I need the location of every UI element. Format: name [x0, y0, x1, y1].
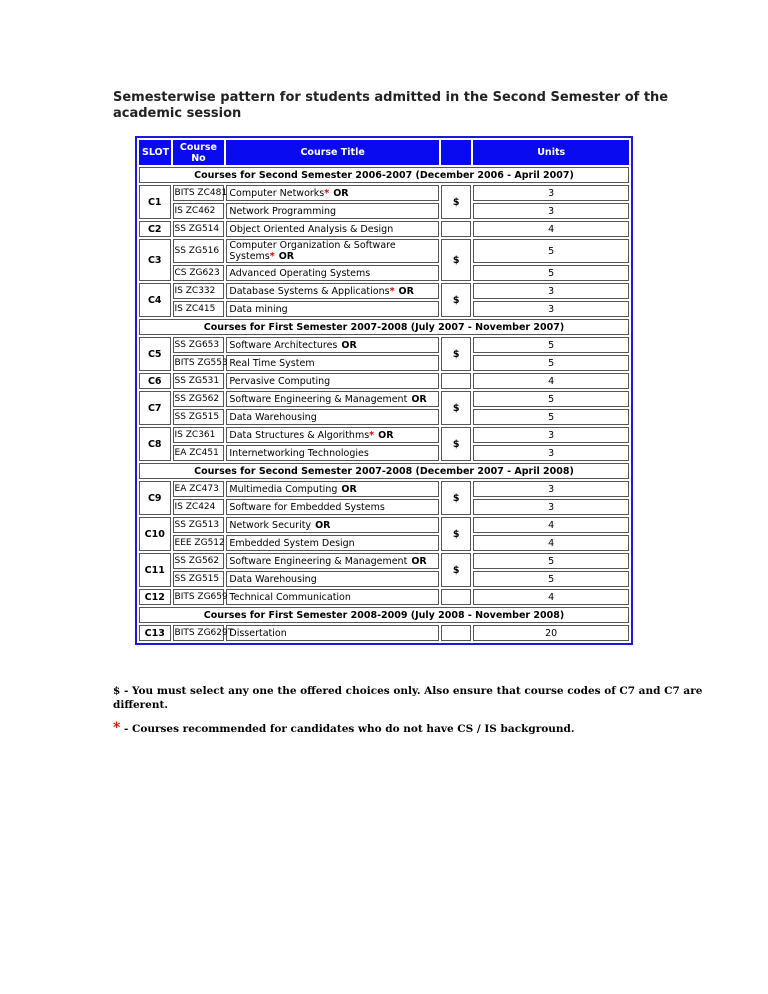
slot-cell: C1	[139, 185, 171, 219]
choice-marker-cell	[441, 373, 472, 389]
or-label: OR	[341, 339, 357, 351]
units-cell: 5	[473, 409, 629, 425]
choice-marker-cell: $	[441, 337, 472, 371]
slot-cell: C4	[139, 283, 171, 317]
course-title-cell	[226, 337, 439, 353]
course-title-text: Network Security	[229, 519, 312, 531]
units-cell: 3	[473, 283, 629, 299]
units-cell: 3	[473, 203, 629, 219]
table-row	[139, 589, 629, 605]
units-cell: 3	[473, 499, 629, 515]
star-note	[113, 721, 733, 736]
course-title-text: Software Architectures	[229, 339, 338, 351]
section-title: Courses for Second Semester 2007-2008 (December 2007 - April 2008)	[139, 463, 629, 479]
table-row	[139, 203, 629, 219]
or-label: OR	[341, 483, 357, 495]
units-cell: 4	[473, 221, 629, 237]
choice-marker-cell: $	[441, 283, 472, 317]
section-header-row	[139, 167, 629, 183]
units-cell: 5	[473, 337, 629, 353]
units-cell: 3	[473, 301, 629, 317]
slot-cell: C7	[139, 391, 171, 425]
course-code-cell: SS ZG515	[173, 571, 225, 587]
table-row	[139, 283, 629, 299]
or-label: OR	[398, 285, 414, 297]
section-title: Courses for Second Semester 2006-2007 (December 2006 - April 2007)	[139, 167, 629, 183]
course-code-cell: EEE ZG512	[173, 535, 225, 551]
course-title-text: Real Time System	[229, 357, 315, 369]
course-title-cell	[226, 185, 439, 201]
course-title-cell	[226, 355, 439, 371]
table-row	[139, 553, 629, 569]
course-code-cell: EA ZC451	[173, 445, 225, 461]
course-code-cell: SS ZG515	[173, 409, 225, 425]
table-row	[139, 355, 629, 371]
course-title-cell	[226, 283, 439, 299]
table-row	[139, 239, 629, 263]
table-row	[139, 221, 629, 237]
table-row	[139, 337, 629, 353]
course-code-cell: SS ZG513	[173, 517, 225, 533]
course-schedule-table	[135, 136, 633, 645]
section-title: Courses for First Semester 2008-2009 (July 2008 - November 2008)	[139, 607, 629, 623]
table-row	[139, 427, 629, 443]
course-title-text: Data mining	[229, 303, 288, 315]
slot-cell: C8	[139, 427, 171, 461]
units-cell: 5	[473, 355, 629, 371]
course-code-cell: BITS ZG629T	[173, 625, 225, 641]
course-title-text: Database Systems & Applications	[229, 285, 390, 297]
recommended-star: *	[369, 429, 375, 441]
course-title-text: Technical Communication	[229, 591, 351, 603]
recommended-star: *	[324, 187, 330, 199]
table-row	[139, 391, 629, 407]
table-header-row	[139, 140, 629, 165]
table-row	[139, 481, 629, 497]
course-code-cell: EA ZC473	[173, 481, 225, 497]
course-title-text: Software for Embedded Systems	[229, 501, 385, 513]
course-code-cell: SS ZG653	[173, 337, 225, 353]
choice-marker-cell: $	[441, 517, 472, 551]
table-row	[139, 445, 629, 461]
choice-marker-cell: $	[441, 481, 472, 515]
course-title-text: Pervasive Computing	[229, 375, 331, 387]
course-title-text: Data Warehousing	[229, 573, 317, 585]
course-title-cell	[226, 517, 439, 533]
recommended-star: *	[389, 285, 395, 297]
course-title-text: Software Engineering & Management	[229, 555, 408, 567]
units-cell: 4	[473, 373, 629, 389]
course-code-cell: BITS ZG553	[173, 355, 225, 371]
course-title-text: Multimedia Computing	[229, 483, 338, 495]
course-title-cell	[226, 625, 439, 641]
course-code-cell: SS ZG531	[173, 373, 225, 389]
header-course-title: Course Title	[226, 140, 439, 165]
star-note-text: - Courses recommended for candidates who do not have CS / IS background.	[120, 723, 575, 735]
choice-marker-cell: $	[441, 239, 472, 281]
slot-cell: C9	[139, 481, 171, 515]
slot-cell: C13	[139, 625, 171, 641]
course-title-cell	[226, 239, 439, 263]
units-cell: 20	[473, 625, 629, 641]
course-title-text: Dissertation	[229, 627, 287, 639]
choice-marker-cell	[441, 221, 472, 237]
course-title-text: Advanced Operating Systems	[229, 267, 371, 279]
or-label: OR	[278, 251, 295, 262]
table-row	[139, 571, 629, 587]
course-title-cell	[226, 265, 439, 281]
course-title-cell	[226, 535, 439, 551]
course-code-cell: IS ZC361	[173, 427, 225, 443]
course-title-text: Internetworking Technologies	[229, 447, 369, 459]
choice-marker-cell: $	[441, 427, 472, 461]
course-title-cell	[226, 203, 439, 219]
header-course-no: Course No	[173, 140, 225, 165]
table-row	[139, 301, 629, 317]
table-row	[139, 625, 629, 641]
section-header-row	[139, 319, 629, 335]
course-code-cell: SS ZG516	[173, 239, 225, 263]
units-cell: 3	[473, 445, 629, 461]
header-slot: SLOT	[139, 140, 171, 165]
units-cell: 3	[473, 185, 629, 201]
course-title-cell	[226, 571, 439, 587]
slot-cell: C11	[139, 553, 171, 587]
units-cell: 5	[473, 239, 629, 263]
or-label: OR	[315, 519, 331, 531]
course-code-cell: IS ZC424	[173, 499, 225, 515]
units-cell: 5	[473, 391, 629, 407]
header-blank	[441, 140, 472, 165]
choice-marker-cell	[441, 625, 472, 641]
course-title-cell	[226, 553, 439, 569]
units-cell: 5	[473, 553, 629, 569]
units-cell: 4	[473, 517, 629, 533]
course-code-cell: SS ZG562	[173, 391, 225, 407]
or-label: OR	[378, 429, 394, 441]
course-title-text: Network Programming	[229, 205, 337, 217]
table-row	[139, 185, 629, 201]
slot-cell: C5	[139, 337, 171, 371]
table-row	[139, 499, 629, 515]
course-code-cell: IS ZC332	[173, 283, 225, 299]
or-label: OR	[411, 555, 427, 567]
header-units: Units	[473, 140, 629, 165]
course-title-cell	[226, 445, 439, 461]
section-header-row	[139, 463, 629, 479]
course-code-cell: SS ZG514	[173, 221, 225, 237]
course-code-cell: IS ZC415	[173, 301, 225, 317]
course-title-cell	[226, 499, 439, 515]
red-star-marker: *	[113, 720, 121, 736]
course-title-text: Computer Networks	[229, 187, 325, 199]
units-cell: 3	[473, 481, 629, 497]
dollar-note: $ - You must select any one the offered choices only. Also ensure that course codes of C7 and C7 are different.	[113, 685, 703, 711]
course-title-cell	[226, 221, 439, 237]
page-heading: Semesterwise pattern for students admitted in the Second Semester of the academic session	[113, 90, 669, 121]
units-cell: 4	[473, 535, 629, 551]
course-title-cell	[226, 301, 439, 317]
course-title-text: Embedded System Design	[229, 537, 355, 549]
units-cell: 5	[473, 571, 629, 587]
course-title-text: Software Engineering & Management	[229, 393, 408, 405]
slot-cell: C10	[139, 517, 171, 551]
table-row	[139, 373, 629, 389]
table-row	[139, 517, 629, 533]
course-title-cell	[226, 373, 439, 389]
course-title-text: Computer Organization & Software Systems	[229, 240, 396, 262]
footnotes	[113, 684, 733, 745]
course-code-cell: SS ZG562	[173, 553, 225, 569]
course-title-text: Data Structures & Algorithms	[229, 429, 370, 441]
choice-marker-cell: $	[441, 553, 472, 587]
units-cell: 3	[473, 427, 629, 443]
course-code-cell: IS ZC462	[173, 203, 225, 219]
course-code-cell: CS ZG623	[173, 265, 225, 281]
choice-marker-cell: $	[441, 185, 472, 219]
choice-marker-cell: $	[441, 391, 472, 425]
slot-cell: C6	[139, 373, 171, 389]
course-code-cell: BITS ZC481	[173, 185, 225, 201]
slot-cell: C3	[139, 239, 171, 281]
course-title-text: Data Warehousing	[229, 411, 317, 423]
section-title: Courses for First Semester 2007-2008 (July 2007 - November 2007)	[139, 319, 629, 335]
slot-cell: C12	[139, 589, 171, 605]
course-title-cell	[226, 427, 439, 443]
course-title-cell	[226, 391, 439, 407]
course-title-cell	[226, 589, 439, 605]
course-title-cell	[226, 481, 439, 497]
units-cell: 4	[473, 589, 629, 605]
or-label: OR	[333, 187, 349, 199]
slot-cell: C2	[139, 221, 171, 237]
choice-marker-cell	[441, 589, 472, 605]
section-header-row	[139, 607, 629, 623]
table-body	[139, 167, 629, 641]
units-cell: 5	[473, 265, 629, 281]
course-title-text: Object Oriented Analysis & Design	[229, 223, 394, 235]
table-row	[139, 265, 629, 281]
recommended-star: *	[269, 251, 275, 262]
table-row	[139, 535, 629, 551]
table-row	[139, 409, 629, 425]
course-code-cell: BITS ZG659	[173, 589, 225, 605]
course-title-cell	[226, 409, 439, 425]
or-label: OR	[411, 393, 427, 405]
